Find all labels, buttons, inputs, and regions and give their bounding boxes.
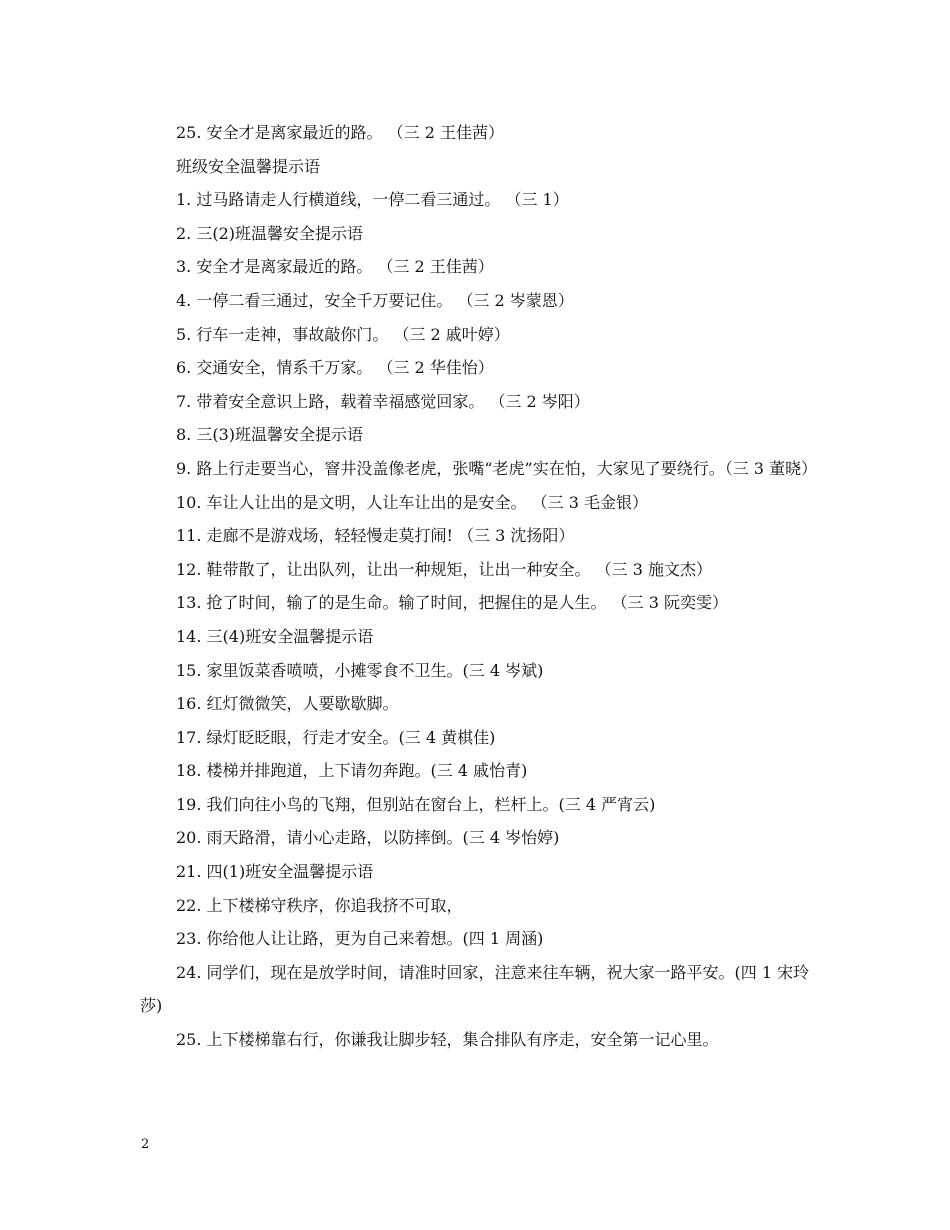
list-item: 24. 同学们，现在是放学时间，请准时回家，注意来往车辆，祝大家一路平安。(四 1 宋玲莎)	[140, 962, 810, 1016]
section-heading: 班级安全温馨提示语	[176, 156, 321, 176]
list-item: 25. 上下楼梯靠右行，你谦我让脚步轻，集合排队有序走，安全第一记心里。	[176, 1030, 719, 1050]
list-item: 7. 带着安全意识上路，载着幸福感觉回家。 （三 2 岑阳）	[176, 391, 590, 411]
list-item: 4. 一停二看三通过，安全千万要记住。 （三 2 岑蒙恩）	[176, 290, 574, 310]
list-item: 9. 路上行走要当心，窨井没盖像老虎，张嘴“老虎”实在怕，大家见了要绕行。（三 3 董晓）	[176, 458, 818, 478]
list-item: 5. 行车一走神，事故敲你门。 （三 2 戚叶婷）	[176, 324, 510, 344]
list-item: 1. 过马路请走人行横道线，一停二看三通过。 （三 1）	[176, 190, 569, 210]
list-item: 2. 三(2)班温馨安全提示语	[176, 223, 364, 243]
list-item: 17. 绿灯眨眨眼，行走才安全。(三 4 黄棋佳)	[176, 727, 496, 747]
list-item: 23. 你给他人让让路，更为自己来着想。(四 1 周涵)	[176, 929, 544, 949]
list-item: 10. 车让人让出的是文明，人让车让出的是安全。 （三 3 毛金银）	[176, 492, 648, 512]
list-item: 13. 抢了时间，输了的是生命。输了时间，把握住的是人生。 （三 3 阮奕雯）	[176, 593, 728, 613]
list-item: 12. 鞋带散了，让出队列，让出一种规矩，让出一种安全。 （三 3 施文杰）	[176, 559, 712, 579]
list-item: 3. 安全才是离家最近的路。 （三 2 王佳茜）	[176, 257, 494, 277]
list-item: 16. 红灯微微笑，人要歇歇脚。	[176, 694, 399, 714]
list-item: 14. 三(4)班安全温馨提示语	[176, 626, 374, 646]
list-item: 20. 雨天路滑，请小心走路，以防摔倒。(三 4 岑怡婷)	[176, 828, 560, 848]
list-item: 15. 家里饭菜香喷喷，小摊零食不卫生。(三 4 岑斌)	[176, 660, 544, 680]
page-number: 2	[141, 1137, 150, 1152]
list-item: 6. 交通安全，情系千万家。 （三 2 华佳怡）	[176, 358, 494, 378]
document-body	[140, 116, 830, 1057]
list-item: 18. 楼梯并排跑道，上下请勿奔跑。(三 4 戚怡青)	[176, 761, 528, 781]
list-item: 11. 走廊不是游戏场，轻轻慢走莫打闹! （三 3 沈扬阳）	[176, 526, 575, 546]
paragraph: 25. 安全才是离家最近的路。 （三 2 王佳茜）	[176, 123, 504, 142]
list-item: 22. 上下楼梯守秩序，你追我挤不可取，	[176, 895, 463, 915]
list-item: 19. 我们向往小鸟的飞翔，但别站在窗台上，栏杆上。(三 4 严宵云)	[176, 794, 656, 814]
list-item: 21. 四(1)班安全温馨提示语	[176, 862, 374, 882]
list-item: 8. 三(3)班温馨安全提示语	[176, 425, 364, 445]
